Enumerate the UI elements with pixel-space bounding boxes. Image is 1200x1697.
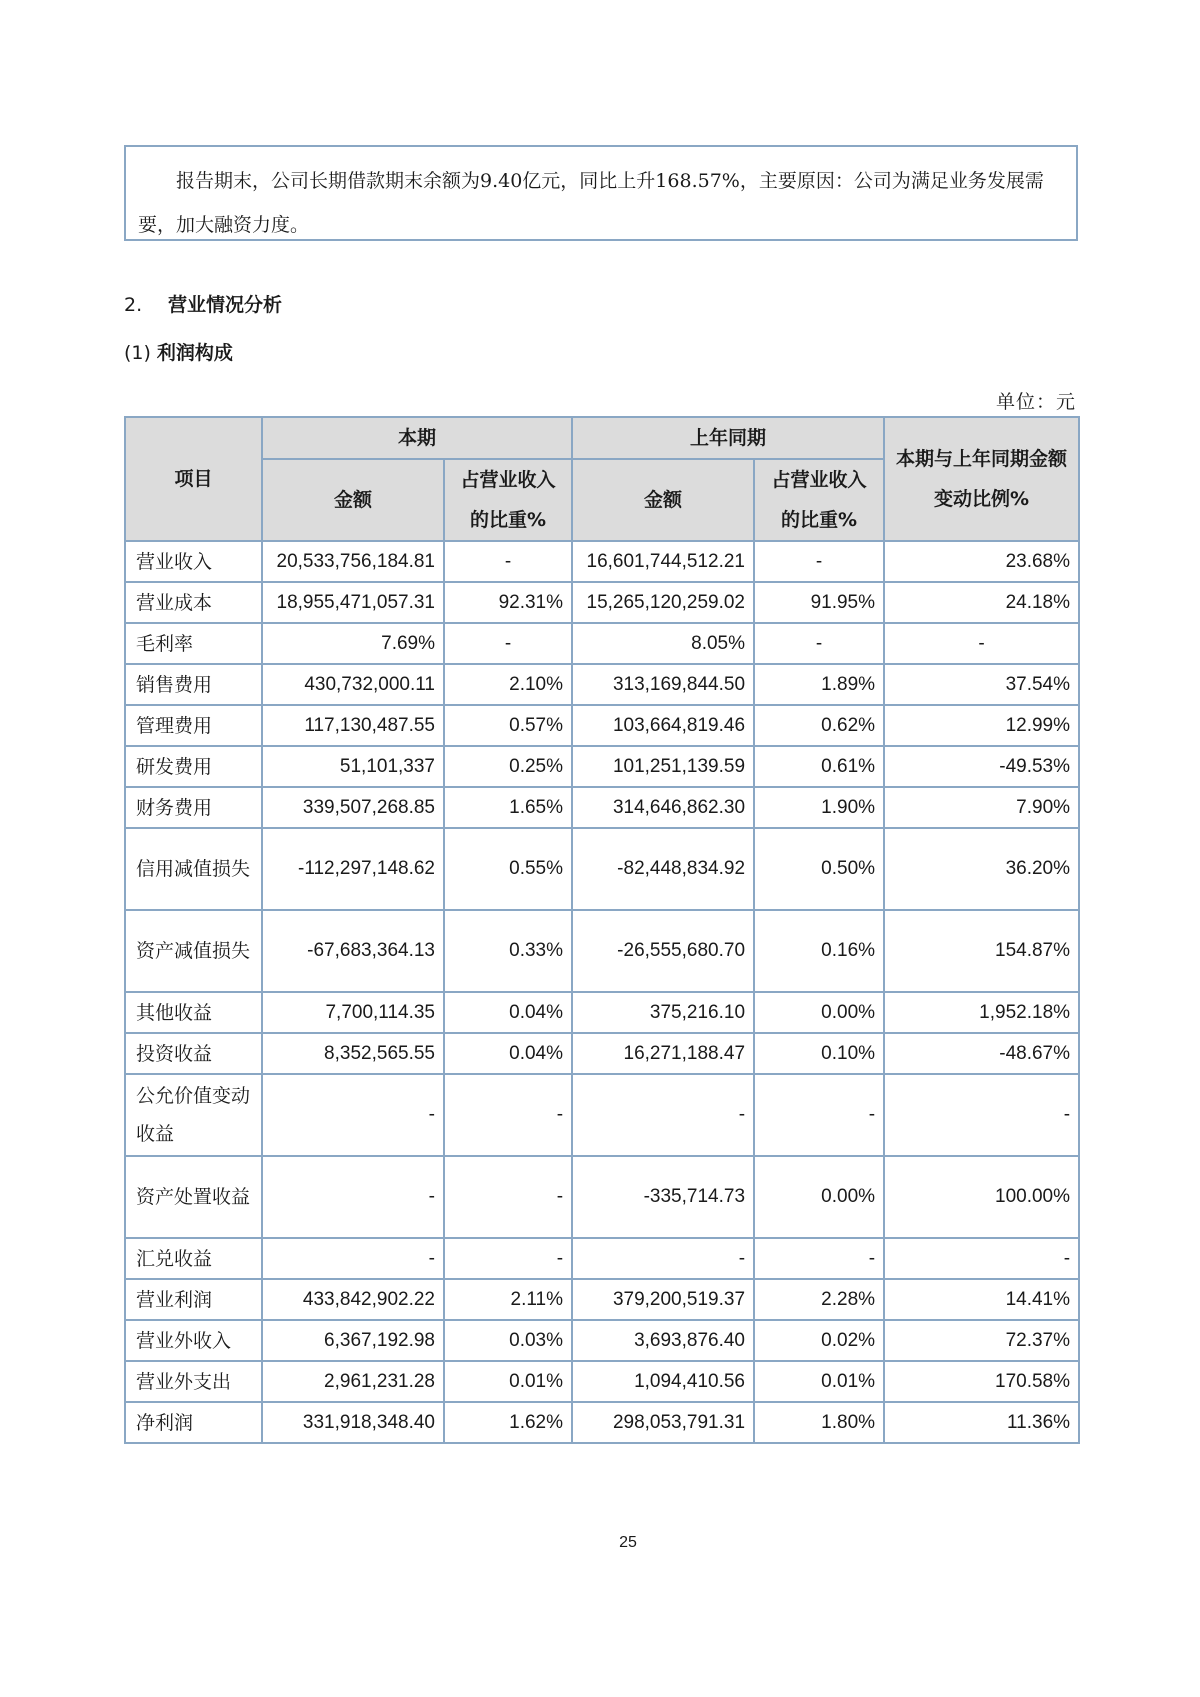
row-item: 信用减值损失 (125, 828, 262, 910)
row-prior-amount: - (572, 1074, 754, 1156)
row-current-share: 0.57% (444, 705, 572, 746)
row-change: 7.90% (884, 787, 1079, 828)
table-row (125, 1402, 1079, 1443)
row-prior-share: 1.80% (754, 1402, 884, 1443)
row-prior-share: 1.89% (754, 664, 884, 705)
row-current-share: 0.55% (444, 828, 572, 910)
row-prior-share: 0.00% (754, 1156, 884, 1238)
row-change: 1,952.18% (884, 992, 1079, 1033)
row-item: 营业收入 (125, 541, 262, 582)
row-prior-share: - (754, 623, 884, 664)
table-row (125, 828, 1079, 910)
row-item: 毛利率 (125, 623, 262, 664)
row-current-amount: 2,961,231.28 (262, 1361, 444, 1402)
note-text: 报告期末，公司长期借款期末余额为9.40亿元，同比上升168.57%，主要原因：公司为满足业务发展需要，加大融资力度。 (138, 170, 1044, 236)
row-item: 营业外收入 (125, 1320, 262, 1361)
table-row (125, 1361, 1079, 1402)
row-change: 24.18% (884, 582, 1079, 623)
row-current-share: 2.10% (444, 664, 572, 705)
page-number: 25 (619, 1534, 637, 1551)
row-change: -49.53% (884, 746, 1079, 787)
table-row (125, 664, 1079, 705)
table-row (125, 1074, 1079, 1156)
row-prior-share: 0.16% (754, 910, 884, 992)
row-item: 其他收益 (125, 992, 262, 1033)
row-prior-share: 0.10% (754, 1033, 884, 1074)
row-change: 12.99% (884, 705, 1079, 746)
row-current-amount: - (262, 1074, 444, 1156)
row-current-share: 0.04% (444, 1033, 572, 1074)
row-item: 汇兑收益 (125, 1238, 262, 1279)
subsection-number: (1) (124, 342, 151, 364)
row-prior-amount: 379,200,519.37 (572, 1279, 754, 1320)
row-prior-share: 0.00% (754, 992, 884, 1033)
row-prior-amount: 103,664,819.46 (572, 705, 754, 746)
row-current-amount: -67,683,364.13 (262, 910, 444, 992)
row-change: - (884, 1238, 1079, 1279)
row-prior-share: 0.02% (754, 1320, 884, 1361)
row-item: 营业成本 (125, 582, 262, 623)
row-prior-share: 0.62% (754, 705, 884, 746)
row-current-amount: 8,352,565.55 (262, 1033, 444, 1074)
header-item: 项目 (125, 417, 262, 541)
row-current-amount: - (262, 1238, 444, 1279)
row-change: 36.20% (884, 828, 1079, 910)
row-item: 销售费用 (125, 664, 262, 705)
row-prior-share: 2.28% (754, 1279, 884, 1320)
table-row (125, 582, 1079, 623)
row-current-amount: 331,918,348.40 (262, 1402, 444, 1443)
row-current-share: 1.62% (444, 1402, 572, 1443)
row-prior-amount: 313,169,844.50 (572, 664, 754, 705)
row-current-share: 1.65% (444, 787, 572, 828)
row-current-share: 92.31% (444, 582, 572, 623)
header-current-share: 占营业收入的比重% (444, 459, 572, 541)
row-prior-amount: 101,251,139.59 (572, 746, 754, 787)
row-change: - (884, 1074, 1079, 1156)
row-change: - (884, 623, 1079, 664)
row-current-amount: 430,732,000.11 (262, 664, 444, 705)
table-row (125, 1320, 1079, 1361)
row-current-share: 0.03% (444, 1320, 572, 1361)
row-prior-share: 0.01% (754, 1361, 884, 1402)
row-current-amount: -112,297,148.62 (262, 828, 444, 910)
row-prior-share: - (754, 1074, 884, 1156)
row-change: -48.67% (884, 1033, 1079, 1074)
row-item: 投资收益 (125, 1033, 262, 1074)
long-term-loan-note (124, 145, 1078, 241)
row-change: 11.36% (884, 1402, 1079, 1443)
table-row (125, 746, 1079, 787)
row-prior-amount: 298,053,791.31 (572, 1402, 754, 1443)
row-prior-amount: 8.05% (572, 623, 754, 664)
row-prior-amount: -335,714.73 (572, 1156, 754, 1238)
row-prior-share: 91.95% (754, 582, 884, 623)
row-current-amount: 117,130,487.55 (262, 705, 444, 746)
table-row (125, 541, 1079, 582)
row-current-share: - (444, 1156, 572, 1238)
profit-composition-table (124, 416, 1080, 1444)
row-prior-amount: -82,448,834.92 (572, 828, 754, 910)
row-current-amount: 20,533,756,184.81 (262, 541, 444, 582)
table-row (125, 787, 1079, 828)
row-prior-amount: 3,693,876.40 (572, 1320, 754, 1361)
row-current-amount: 18,955,471,057.31 (262, 582, 444, 623)
row-current-share: - (444, 541, 572, 582)
row-prior-amount: -26,555,680.70 (572, 910, 754, 992)
header-change: 本期与上年同期金额变动比例% (884, 417, 1079, 541)
row-change: 37.54% (884, 664, 1079, 705)
row-item: 研发费用 (125, 746, 262, 787)
table-row (125, 992, 1079, 1033)
row-item: 财务费用 (125, 787, 262, 828)
row-current-amount: 339,507,268.85 (262, 787, 444, 828)
row-current-amount: 433,842,902.22 (262, 1279, 444, 1320)
row-change: 100.00% (884, 1156, 1079, 1238)
row-current-share: 0.04% (444, 992, 572, 1033)
row-prior-amount: 15,265,120,259.02 (572, 582, 754, 623)
row-prior-share: 1.90% (754, 787, 884, 828)
header-current-amount: 金额 (262, 459, 444, 541)
section-number: 2. (124, 294, 143, 316)
row-current-amount: 7,700,114.35 (262, 992, 444, 1033)
header-current-period: 本期 (262, 417, 572, 459)
row-prior-share: 0.61% (754, 746, 884, 787)
row-prior-amount: 16,271,188.47 (572, 1033, 754, 1074)
header-prior-period: 上年同期 (572, 417, 884, 459)
section-title: 营业情况分析 (168, 294, 283, 316)
row-prior-share: 0.50% (754, 828, 884, 910)
table-row (125, 1156, 1079, 1238)
row-current-share: 0.01% (444, 1361, 572, 1402)
header-prior-share: 占营业收入的比重% (754, 459, 884, 541)
row-current-share: 2.11% (444, 1279, 572, 1320)
row-prior-amount: 375,216.10 (572, 992, 754, 1033)
row-current-amount: - (262, 1156, 444, 1238)
row-current-share: 0.33% (444, 910, 572, 992)
table-row (125, 1238, 1079, 1279)
row-prior-share: - (754, 541, 884, 582)
table-row (125, 623, 1079, 664)
row-item: 营业外支出 (125, 1361, 262, 1402)
row-change: 23.68% (884, 541, 1079, 582)
row-current-share: - (444, 1238, 572, 1279)
row-prior-share: - (754, 1238, 884, 1279)
row-prior-amount: - (572, 1238, 754, 1279)
row-item: 营业利润 (125, 1279, 262, 1320)
subsection-heading (124, 338, 233, 365)
table-row (125, 705, 1079, 746)
row-current-amount: 51,101,337 (262, 746, 444, 787)
header-prior-amount: 金额 (572, 459, 754, 541)
row-change: 154.87% (884, 910, 1079, 992)
row-current-share: - (444, 1074, 572, 1156)
row-item: 资产减值损失 (125, 910, 262, 992)
unit-label: 单位：元 (995, 391, 1076, 413)
row-item: 公允价值变动收益 (125, 1074, 262, 1156)
row-change: 72.37% (884, 1320, 1079, 1361)
row-item: 净利润 (125, 1402, 262, 1443)
row-current-amount: 7.69% (262, 623, 444, 664)
row-current-amount: 6,367,192.98 (262, 1320, 444, 1361)
row-item: 管理费用 (125, 705, 262, 746)
row-prior-amount: 314,646,862.30 (572, 787, 754, 828)
row-prior-amount: 16,601,744,512.21 (572, 541, 754, 582)
row-change: 170.58% (884, 1361, 1079, 1402)
row-current-share: 0.25% (444, 746, 572, 787)
row-change: 14.41% (884, 1279, 1079, 1320)
row-prior-amount: 1,094,410.56 (572, 1361, 754, 1402)
subsection-title: 利润构成 (156, 342, 233, 364)
table-row (125, 1279, 1079, 1320)
table-row (125, 1033, 1079, 1074)
section-heading (124, 290, 282, 317)
row-current-share: - (444, 623, 572, 664)
table-row (125, 910, 1079, 992)
row-item: 资产处置收益 (125, 1156, 262, 1238)
